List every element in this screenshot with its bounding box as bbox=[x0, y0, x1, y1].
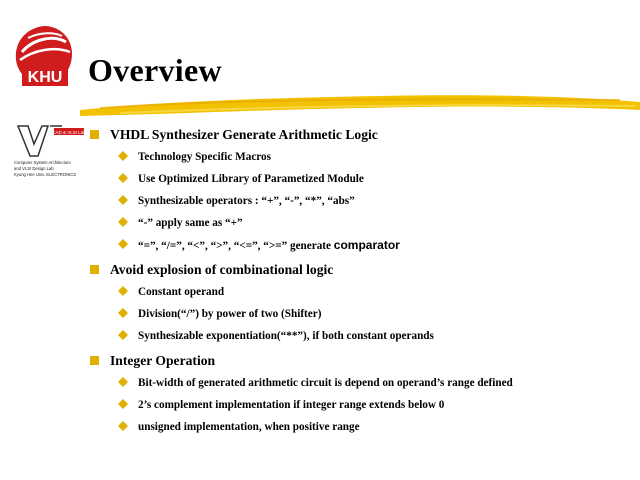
comparator-word: comparator bbox=[333, 238, 400, 252]
list-item: 2’s complement implementation if integer range extends below 0 bbox=[84, 396, 634, 418]
page-title: Overview bbox=[88, 52, 222, 88]
diamond-bullet-icon bbox=[118, 239, 128, 249]
logo-text: KHU bbox=[27, 69, 63, 86]
diamond-bullet-icon bbox=[118, 286, 128, 296]
bullet-content bbox=[84, 126, 634, 440]
list-item: Division(“/”) by power of two (Shifter) bbox=[84, 305, 634, 327]
section-heading: Avoid explosion of combinational logic bbox=[84, 261, 634, 283]
diamond-bullet-icon bbox=[118, 195, 128, 205]
lab-line-3: Kyung Hee Univ. ELECTRONICS bbox=[14, 172, 77, 177]
diamond-bullet-icon bbox=[118, 173, 128, 183]
list-item: “=”, “/=”, “<”, “>”, “<=”, “>=” generate comparator bbox=[84, 236, 634, 258]
lab-badge: CAD & VLSI Lab bbox=[52, 130, 86, 135]
list-item: Constant operand bbox=[84, 283, 634, 305]
list-item: Synthesizable exponentiation(“**”), if both constant operands bbox=[84, 327, 634, 349]
lab-line-1: Computer System Architecture bbox=[14, 160, 71, 165]
diamond-bullet-icon bbox=[118, 308, 128, 318]
section-heading: Integer Operation bbox=[84, 352, 634, 374]
square-bullet-icon bbox=[90, 265, 99, 274]
list-item: Use Optimized Library of Parametized Module bbox=[84, 170, 634, 192]
lab-line-2: and VLSI Design Lab bbox=[14, 166, 54, 171]
section-heading: VHDL Synthesizer Generate Arithmetic Logic bbox=[84, 126, 634, 148]
diamond-bullet-icon bbox=[118, 399, 128, 409]
diamond-bullet-icon bbox=[118, 421, 128, 431]
list-item: Technology Specific Macros bbox=[84, 148, 634, 170]
diamond-bullet-icon bbox=[118, 377, 128, 387]
diamond-bullet-icon bbox=[118, 151, 128, 161]
list-item: Bit-width of generated arithmetic circuit is depend on operand’s range defined bbox=[84, 374, 634, 396]
lab-logo bbox=[12, 124, 86, 182]
list-item: unsigned implementation, when positive range bbox=[84, 418, 634, 440]
square-bullet-icon bbox=[90, 356, 99, 365]
square-bullet-icon bbox=[90, 130, 99, 139]
title-underline-brush bbox=[80, 88, 640, 118]
diamond-bullet-icon bbox=[118, 330, 128, 340]
list-item: Synthesizable operators : “+”, “-”, “*”, “abs” bbox=[84, 192, 634, 214]
khu-logo bbox=[8, 22, 80, 94]
list-item: “-” apply same as “+” bbox=[84, 214, 634, 236]
diamond-bullet-icon bbox=[118, 217, 128, 227]
